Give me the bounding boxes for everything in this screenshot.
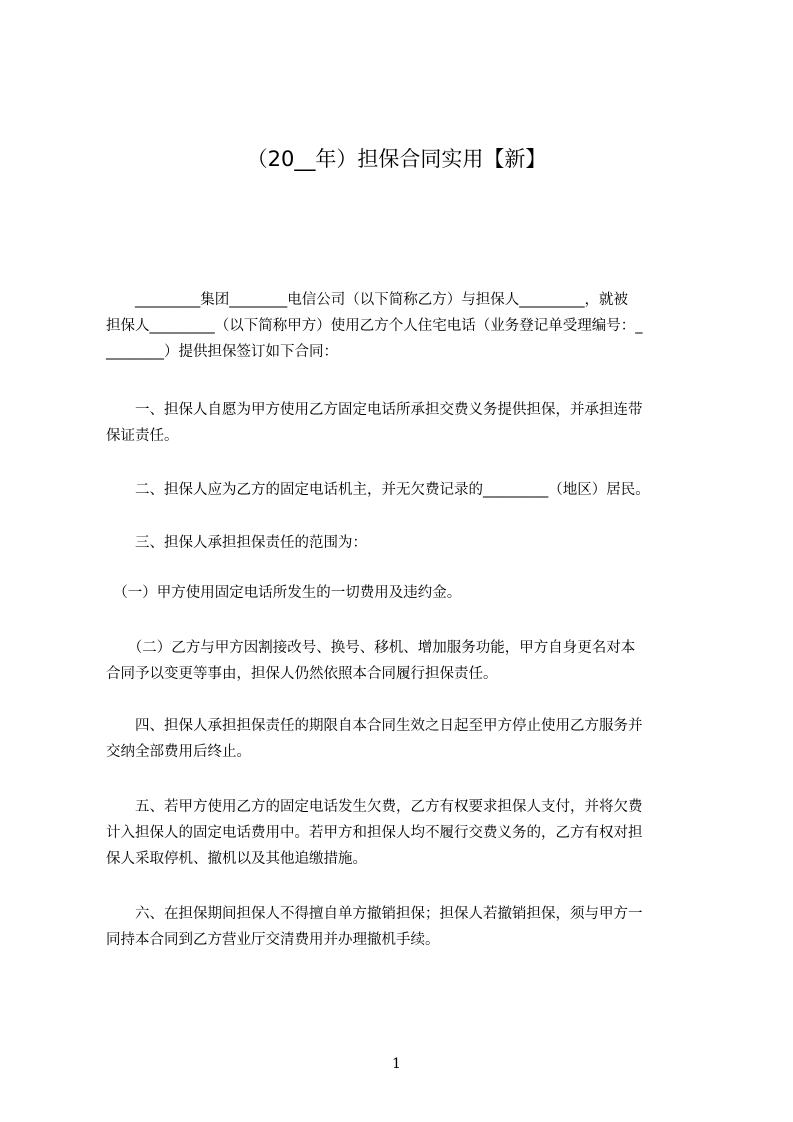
paragraph-clause-4 bbox=[106, 713, 702, 765]
paragraph-line: 保证责任。 bbox=[106, 428, 179, 444]
document-title: （20__年）担保合同实用【新】 bbox=[246, 147, 547, 171]
paragraph-clause-6 bbox=[106, 901, 702, 953]
paragraph-line: 五、若甲方使用乙方的固定电话发生欠费，乙方有权要求担保人支付，并将欠费 bbox=[106, 799, 643, 815]
paragraph-line: 一、担保人自愿为甲方使用乙方固定电话所承担交费义务提供担保，并承担连带 bbox=[106, 402, 643, 418]
paragraph-line: 同持本合同到乙方营业厅交清费用并办理撤机手续。 bbox=[106, 932, 440, 948]
paragraph-line: 四、担保人承担担保责任的期限自本合同生效之日起至甲方停止使用乙方服务并 bbox=[106, 718, 643, 734]
paragraph-line: 合同予以变更等事由，担保人仍然依照本合同履行担保责任。 bbox=[106, 666, 498, 682]
paragraph-clause-3-item-1 bbox=[106, 580, 702, 606]
paragraph-line: （一）甲方使用固定电话所发生的一切费用及违约金。 bbox=[106, 585, 462, 601]
paragraph-line: 二、担保人应为乙方的固定电话机主，并无欠费记录的_________（地区）居民。 bbox=[106, 482, 650, 498]
paragraph-line: 计入担保人的固定电话费用中。若甲方和担保人均不履行交费义务的，乙方有权对担 bbox=[106, 825, 643, 841]
paragraph-intro bbox=[106, 287, 702, 365]
paragraph-clause-2 bbox=[106, 477, 702, 503]
paragraph-line: 交纳全部费用后终止。 bbox=[106, 744, 251, 760]
page-number: 1 bbox=[392, 1056, 401, 1072]
paragraph-line: _________集团________电信公司（以下简称乙方）与担保人_________，就被 bbox=[106, 292, 628, 308]
paragraph-line: 担保人_________（以下简称甲方）使用乙方个人住宅电话（业务登记单受理编号：_ bbox=[106, 318, 643, 334]
paragraph-clause-5 bbox=[106, 794, 702, 872]
paragraph-line: （二）乙方与甲方因割接改号、换号、移机、增加服务功能，甲方自身更名对本 bbox=[106, 640, 636, 656]
paragraph-line: 六、在担保期间担保人不得擅自单方撤销担保；担保人若撤销担保，须与甲方一 bbox=[106, 906, 643, 922]
paragraph-clause-1 bbox=[106, 397, 702, 449]
paragraph-line: 三、担保人承担担保责任的范围为： bbox=[106, 535, 367, 551]
paragraph-line: 保人采取停机、撤机以及其他追缴措施。 bbox=[106, 851, 367, 867]
paragraph-clause-3-item-2 bbox=[106, 635, 702, 687]
paragraph-clause-3 bbox=[106, 530, 702, 556]
paragraph-line: ________）提供担保签订如下合同： bbox=[106, 344, 338, 360]
